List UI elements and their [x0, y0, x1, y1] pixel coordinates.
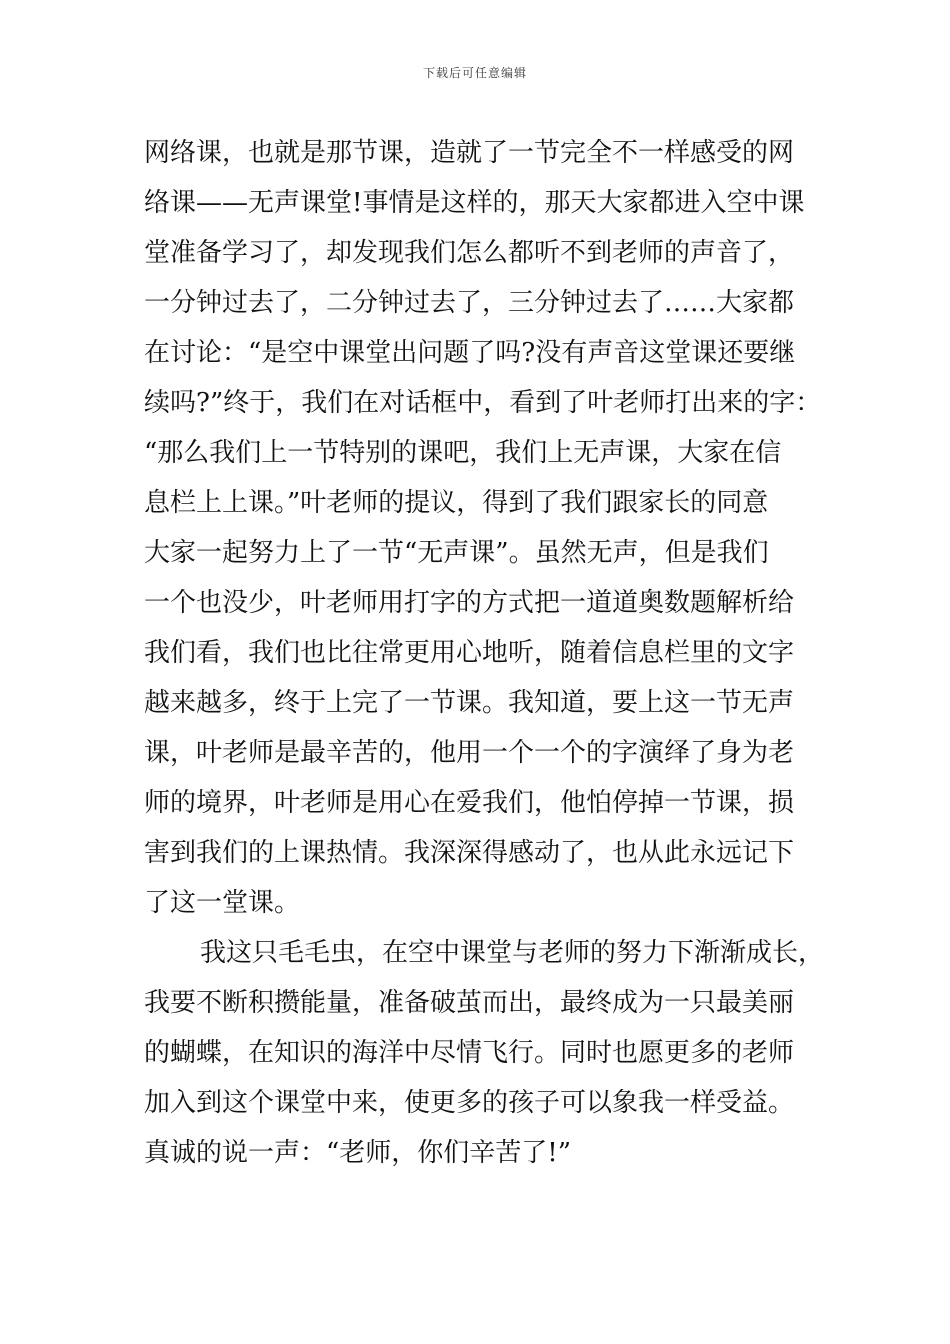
paragraph-line: 我这只毛毛虫，在空中课堂与老师的努力下渐渐成长， — [200, 938, 825, 968]
page-header-note: 下载后可任意编辑 — [422, 66, 527, 80]
paragraph-1 — [144, 128, 822, 928]
paragraph-line: 我要不断积攒能量，准备破茧而出，最终成为一只最美丽 — [144, 988, 795, 1018]
paragraph-line: 一分钟过去了，二分钟过去了，三分钟过去了……大家都 — [144, 288, 795, 318]
paragraph-line: 在讨论：“是空中课堂出问题了吗?没有声音这堂课还要继 — [144, 338, 796, 368]
paragraph-line: 续吗?”终于，我们在对话框中，看到了叶老师打出来的字： — [144, 388, 822, 418]
paragraph-line: 了这一堂课。 — [144, 888, 301, 918]
paragraph-line: 络课——无声课堂!事情是这样的，那天大家都进入空中课 — [144, 188, 805, 218]
paragraph-line: 大家一起努力上了一节“无声课”。虽然无声，但是我们 — [144, 538, 769, 568]
paragraph-line: 的蝴蝶，在知识的海洋中尽情飞行。同时也愿更多的老师 — [144, 1038, 795, 1068]
paragraph-line: 师的境界，叶老师是用心在爱我们，他怕停掉一节课，损 — [144, 788, 795, 818]
paragraph-line: 真诚的说一声：“老师，你们辛苦了!” — [144, 1138, 572, 1168]
body-text — [144, 128, 825, 1178]
paragraph-line: “那么我们上一节特别的课吧，我们上无声课，大家在信 — [144, 438, 782, 468]
paragraph-line: 息栏上上课。”叶老师的提议，得到了我们跟家长的同意 — [144, 488, 769, 518]
paragraph-line: 一个也没少，叶老师用打字的方式把一道道奥数题解析给 — [144, 588, 795, 618]
paragraph-line: 我们看，我们也比往常更用心地听，随着信息栏里的文字 — [144, 638, 795, 668]
paragraph-line: 网络课，也就是那节课，造就了一节完全不一样感受的网 — [144, 138, 795, 168]
paragraph-line: 害到我们的上课热情。我深深得感动了，也从此永远记下 — [144, 838, 795, 868]
paragraph-line: 课，叶老师是最辛苦的，他用一个一个的字演绎了身为老 — [144, 738, 795, 768]
paragraph-2 — [144, 928, 825, 1178]
paragraph-line: 堂准备学习了，却发现我们怎么都听不到老师的声音了， — [144, 238, 795, 268]
paragraph-line: 加入到这个课堂中来，使更多的孩子可以象我一样受益。 — [144, 1088, 795, 1118]
paragraph-line: 越来越多，终于上完了一节课。我知道，要上这一节无声 — [144, 688, 795, 718]
